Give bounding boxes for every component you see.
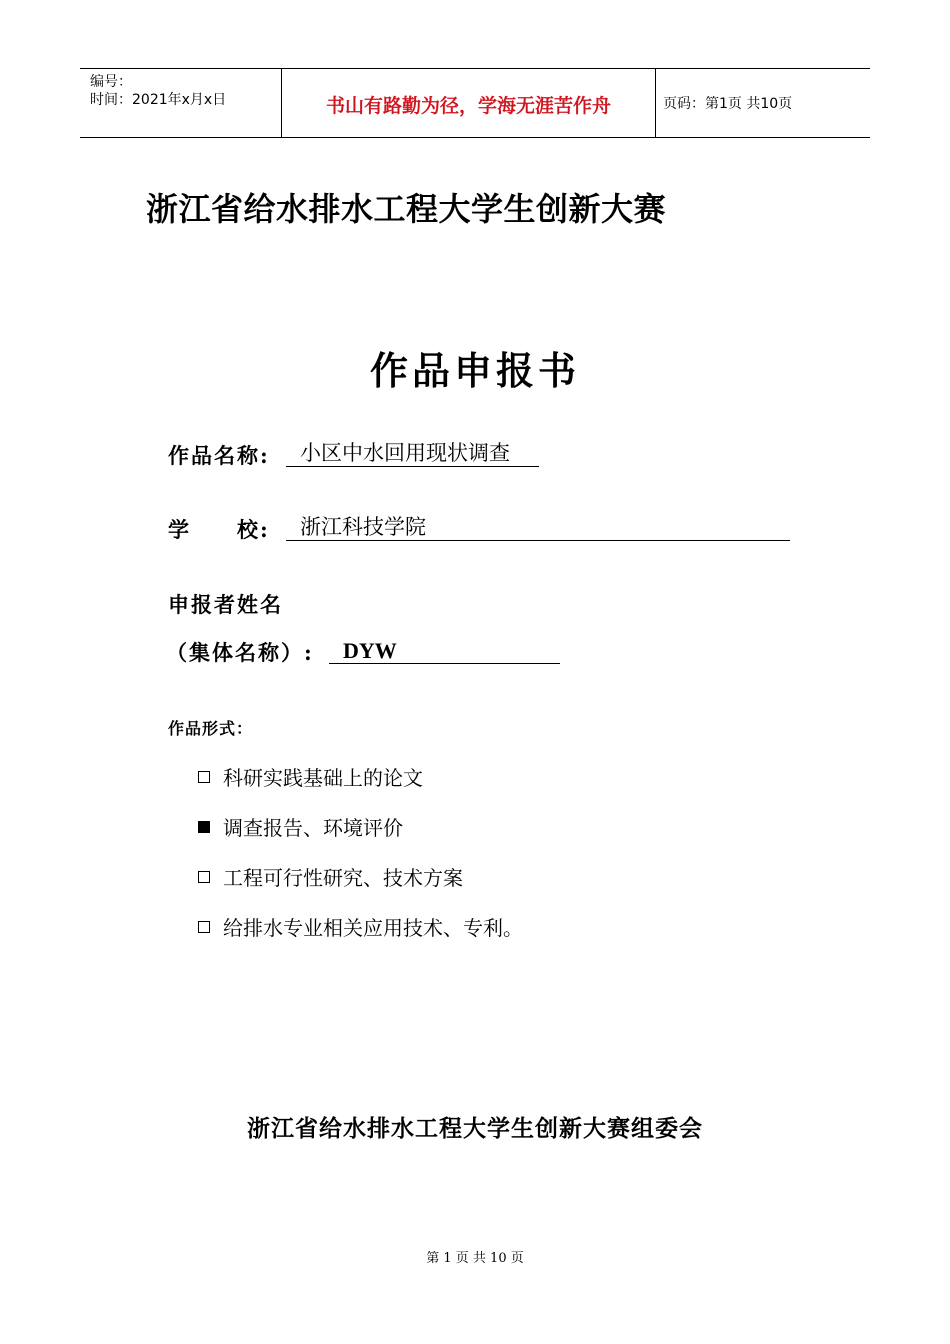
checkbox-unchecked-icon[interactable]	[198, 871, 210, 883]
form-type-label: 作品形式：	[168, 719, 254, 738]
header-table	[80, 68, 870, 138]
header-meta-cell	[80, 69, 281, 137]
form-option-text: 科研实践基础上的论文	[223, 766, 423, 790]
time-label: 时间：2021年x月x日	[90, 92, 227, 108]
form-option-survey[interactable]	[198, 812, 403, 841]
school-label: 学 校:	[168, 517, 270, 542]
work-name-label: 作品名称:	[168, 443, 270, 468]
number-label: 编号：	[90, 74, 132, 90]
form-option-paper[interactable]	[198, 762, 423, 791]
form-option-text: 调查报告、环境评价	[223, 816, 403, 840]
form-option-text: 给排水专业相关应用技术、专利。	[223, 916, 523, 940]
applicant-label-line2: （集体名称）:	[166, 640, 314, 665]
form-option-feasibility[interactable]	[198, 862, 463, 891]
document-title: 作品申报书	[369, 348, 580, 393]
school-value: 浙江科技学院	[286, 514, 790, 541]
checkbox-unchecked-icon[interactable]	[198, 771, 210, 783]
form-option-text: 工程可行性研究、技术方案	[223, 866, 463, 890]
checkbox-unchecked-icon[interactable]	[198, 921, 210, 933]
checkbox-checked-icon[interactable]	[198, 821, 210, 833]
applicant-value: DYW	[329, 637, 560, 664]
form-option-patent[interactable]	[198, 912, 523, 941]
motto-text: 书山有路勤为径，学海无涯苦作舟	[325, 95, 611, 117]
header-motto-cell	[281, 69, 656, 137]
page-footer: 第 1 页 共 10 页	[426, 1251, 524, 1266]
contest-title: 浙江省给水排水工程大学生创新大赛	[146, 190, 667, 228]
page-info: 页码：第1页 共10页	[663, 96, 793, 112]
header-page-cell	[655, 69, 870, 137]
organizing-committee: 浙江省给水排水工程大学生创新大赛组委会	[247, 1115, 703, 1142]
work-name-value: 小区中水回用现状调查	[286, 440, 539, 467]
applicant-label-line1: 申报者姓名	[168, 592, 283, 617]
